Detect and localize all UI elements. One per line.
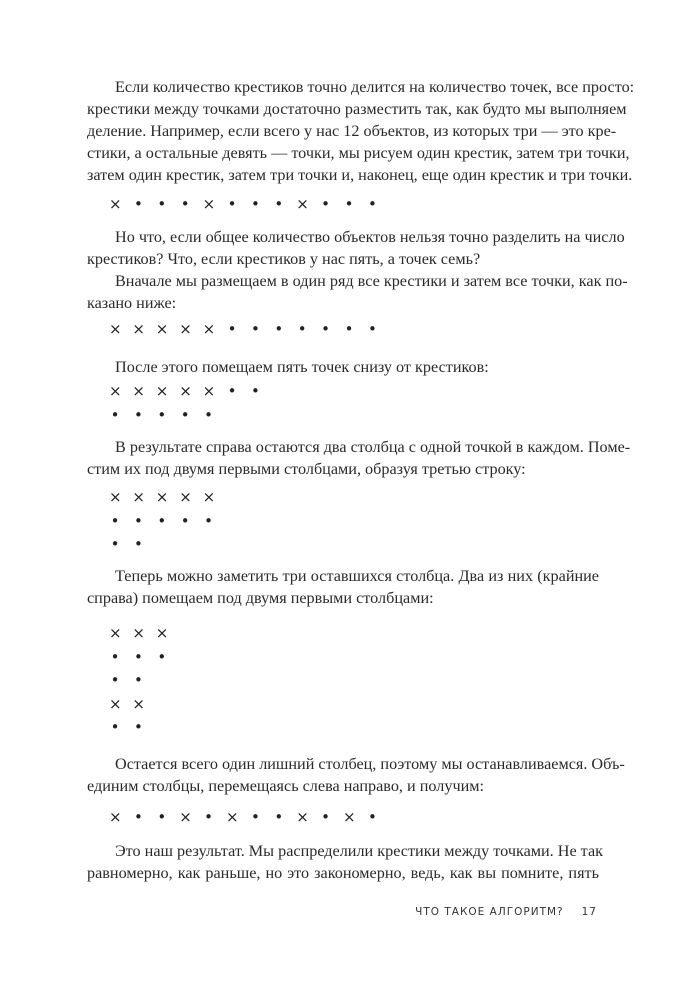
symbol-row <box>87 193 599 217</box>
paragraph <box>87 226 625 270</box>
symbol-row <box>87 533 599 557</box>
cross-mark: × <box>179 382 192 400</box>
cross-mark: × <box>343 808 356 826</box>
text-line: деление. Например, если всего у нас 12 объектов, из которых три — это кре- <box>87 122 617 140</box>
dot-mark: • <box>133 718 143 736</box>
cross-mark: × <box>202 382 216 400</box>
symbol-row <box>87 380 599 404</box>
paragraph <box>87 565 599 609</box>
paragraph <box>87 753 625 797</box>
symbol-figure <box>87 318 599 342</box>
text-line: стики, а остальные девять — точки, мы рисуем один крестик, затем три точки, <box>87 144 630 162</box>
dot-mark: • <box>133 535 143 553</box>
dot-mark: • <box>133 808 143 826</box>
dot-mark: • <box>110 511 120 530</box>
cross-mark: × <box>226 808 239 826</box>
cross-mark: × <box>109 195 122 213</box>
cross-mark: × <box>202 320 216 338</box>
text-line: Теперь можно заметить три оставшихся столбца. Два из них (крайние <box>115 567 599 585</box>
dot-mark: • <box>133 405 143 424</box>
dot-mark: • <box>110 535 120 553</box>
dot-mark: • <box>157 511 167 530</box>
cross-mark: × <box>155 488 169 506</box>
dot-mark: • <box>274 808 284 826</box>
symbol-row <box>87 404 599 428</box>
chapter-title: ЧТО ТАКОЕ АЛГОРИТМ? <box>415 906 564 918</box>
running-footer <box>415 906 597 918</box>
cross-mark: × <box>202 488 216 506</box>
dot-mark: • <box>367 808 377 826</box>
dot-mark: • <box>297 320 307 338</box>
symbol-row <box>87 510 599 534</box>
text-line: Вначале мы размещаем в один ряд все крестики и затем все точки, как по- <box>115 272 628 290</box>
cross-mark: × <box>179 488 192 506</box>
cross-mark: × <box>296 808 309 826</box>
text-line: справа) помещаем под двумя первыми столбцами: <box>87 589 434 607</box>
cross-mark: × <box>132 382 145 400</box>
paragraph <box>87 840 604 884</box>
cross-mark: × <box>109 694 122 713</box>
dot-mark: • <box>321 320 331 338</box>
dot-mark: • <box>133 195 143 213</box>
text-line: Но что, если общее количество объектов нельзя точно разделить на число <box>115 228 625 246</box>
symbol-row <box>87 622 599 646</box>
text-line: Остается всего один лишний столбец, поэтому мы останавливаемся. Объ- <box>115 755 625 773</box>
symbol-row <box>87 693 599 717</box>
symbol-row <box>87 646 599 670</box>
dot-mark: • <box>250 320 260 338</box>
text-line: крестики между точками достаточно разместить так, как будто мы выполняем <box>87 100 627 118</box>
cross-mark: × <box>132 694 145 713</box>
symbol-figure <box>87 622 599 740</box>
symbol-row <box>87 669 599 693</box>
dot-mark: • <box>110 671 120 689</box>
dot-mark: • <box>180 405 190 424</box>
cross-mark: × <box>132 488 145 506</box>
dot-mark: • <box>204 808 214 826</box>
symbol-figure <box>87 193 599 217</box>
dot-mark: • <box>157 405 167 424</box>
symbol-figure <box>87 380 599 427</box>
dot-mark: • <box>180 511 190 530</box>
dot-mark: • <box>250 195 260 213</box>
paragraph <box>87 76 635 186</box>
symbol-row <box>87 806 599 830</box>
dot-mark: • <box>274 320 284 338</box>
cross-mark: × <box>109 320 122 338</box>
paragraph <box>87 436 631 480</box>
text-line: единим столбцы, перемещаясь слева направо, и получим: <box>87 777 484 795</box>
symbol-row <box>87 318 599 342</box>
paragraph <box>87 270 628 314</box>
dot-mark: • <box>180 195 190 213</box>
dot-mark: • <box>344 320 354 338</box>
dot-mark: • <box>204 511 214 530</box>
dot-mark: • <box>321 195 331 213</box>
cross-mark: × <box>155 624 169 642</box>
dot-mark: • <box>204 405 214 424</box>
text-line: крестиков? Что, если крестиков у нас пять, а точек семь? <box>87 250 481 268</box>
dot-mark: • <box>227 382 237 400</box>
text-line: Это наш результат. Мы распределили крестики между точками. Не так <box>115 842 604 860</box>
text-line: равномерно, как раньше, но это закономерно, ведь, как вы помните, пять <box>87 864 599 882</box>
dot-mark: • <box>110 647 120 666</box>
dot-mark: • <box>110 718 120 736</box>
dot-mark: • <box>250 808 260 826</box>
dot-mark: • <box>344 195 354 213</box>
text-line: казано ниже: <box>87 294 177 312</box>
dot-mark: • <box>157 808 167 826</box>
dot-mark: • <box>227 320 237 338</box>
cross-mark: × <box>109 488 122 506</box>
symbol-figure <box>87 486 599 557</box>
cross-mark: × <box>155 382 169 400</box>
dot-mark: • <box>133 671 143 689</box>
dot-mark: • <box>133 647 143 666</box>
text-line: затем один крестик, затем три точки и, наконец, еще один крестик и три точки. <box>87 166 633 184</box>
cross-mark: × <box>109 382 122 400</box>
cross-mark: × <box>179 320 192 338</box>
cross-mark: × <box>132 320 145 338</box>
dot-mark: • <box>321 808 331 826</box>
paragraph <box>87 356 599 378</box>
dot-mark: • <box>274 195 284 213</box>
cross-mark: × <box>132 624 145 642</box>
cross-mark: × <box>202 195 216 213</box>
dot-mark: • <box>367 320 377 338</box>
dot-mark: • <box>133 511 143 530</box>
dot-mark: • <box>227 195 237 213</box>
cross-mark: × <box>109 624 122 642</box>
dot-mark: • <box>367 195 377 213</box>
dot-mark: • <box>110 405 120 424</box>
cross-mark: × <box>296 195 309 213</box>
text-line: стим их под двумя первыми столбцами, образуя третью строку: <box>87 460 526 478</box>
text-line: В результате справа остаются два столбца с одной точкой в каждом. Поме- <box>115 438 631 456</box>
symbol-row <box>87 486 599 510</box>
symbol-row <box>87 716 599 740</box>
dot-mark: • <box>250 382 260 400</box>
cross-mark: × <box>155 320 169 338</box>
text-line: Если количество крестиков точно делится на количество точек, все просто: <box>115 78 635 96</box>
text-line: После этого помещаем пять точек снизу от крестиков: <box>115 358 489 376</box>
symbol-figure <box>87 806 599 830</box>
dot-mark: • <box>157 647 167 666</box>
cross-mark: × <box>179 808 192 826</box>
dot-mark: • <box>157 195 167 213</box>
page-number: 17 <box>581 906 597 918</box>
cross-mark: × <box>109 808 122 826</box>
